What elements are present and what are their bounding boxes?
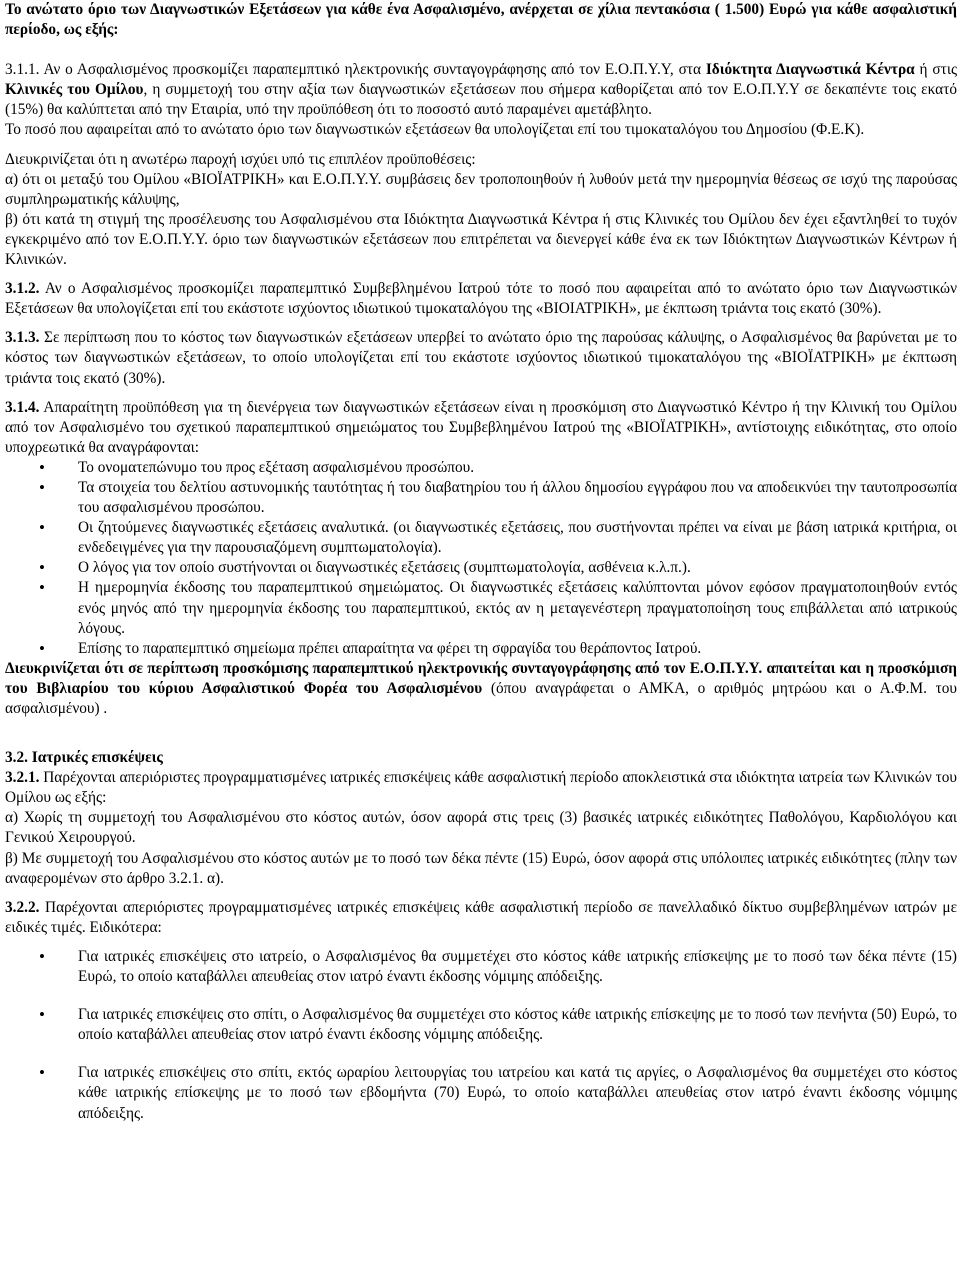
- bold-text: Διευκρινίζεται ότι σε περίπτωση προσκόμισης παραπεμπτικού ηλεκτρονικής συνταγογράφησης από τον Ε.Ο.Π.Υ.Υ. απαιτείται και η προσκόμιση του Βιβλιαρίου του κύριου Ασφαλιστικού Φορέα του Ασφαλισμένου: [5, 659, 957, 697]
- section-number: 3.1.2.: [5, 280, 40, 298]
- bold-text: Ιδιόκτητα Διαγνωστικά Κέντρα: [705, 61, 915, 79]
- spacer: [5, 938, 957, 947]
- list-item: • Το ονοματεπώνυμο του προς εξέταση ασφαλισμένου προσώπου.: [5, 458, 957, 478]
- list-item: • Για ιατρικές επισκέψεις στο σπίτι, ο Ασφαλισμένος θα συμμετέχει στο κόστος κάθε ιατρικής επίσκεψης με το ποσό των πενήντα (50) Ευρώ, το οποίο καταβάλλει απευθείας στον ιατρό έναντι έκδοσης νόμιμης απόδειξης.: [5, 1005, 957, 1045]
- section-3-2-2: [5, 898, 957, 938]
- list-item: • Για ιατρικές επισκέψεις στο σπίτι, εκτός ωραρίου λειτουργίας του ιατρείου και κατά τις αργίες, ο Ασφαλισμένος θα συμμετέχει στο κόστος κάθε ιατρικής επίσκεψης με το ποσό των εβδομήντα (70) Ευρώ, το οποίο καταβάλλει απευθείας στον ιατρό έναντι έκδοσης νόμιμης απόδειξης.: [5, 1063, 957, 1123]
- bold-text: Κλινικές του Ομίλου: [5, 81, 144, 99]
- paragraph: α) Χωρίς τη συμμετοχή του Ασφαλισμένου στο κόστος αυτών, όσον αφορά στις τρεις (3) βασικές ιατρικές ειδικότητες Παθολόγου, Καρδιολόγου και Γενικού Χειρουργού.: [5, 809, 957, 847]
- paragraph: β) Με συμμετοχή του Ασφαλισμένου στο κόστος αυτών με το ποσό των δέκα πέντε (15) Ευρώ, όσον αφορά στις υπόλοιπες ιατρικές ειδικότητες (πλην των αναφερομένων στο άρθρο 3.2.1. α).: [5, 849, 957, 887]
- list-item: • Ο λόγος για τον οποίο συστήνονται οι διαγνωστικές εξετάσεις (συμπτωματολογία, ασθένεια κ.λ.π.).: [5, 558, 957, 578]
- section-number: 3.1.4.: [5, 398, 40, 416]
- spacer: [5, 889, 957, 898]
- spacer: [5, 141, 957, 150]
- intro-paragraph: Το ανώτατο όριο των Διαγνωστικών Εξετάσεων για κάθε ένα Ασφαλισμένο, ανέρχεται σε χίλια πεντακόσια ( 1.500) Ευρώ για κάθε ασφαλιστική περίοδο, ως εξής:: [5, 1, 957, 39]
- text: 3.1.1. Αν ο Ασφαλισμένος προσκομίζει παραπεμπτικό ηλεκτρονικής συνταγογράφησης από τον Ε.Ο.Π.Υ.Υ, στα: [5, 61, 706, 79]
- section-3-1-2: [5, 279, 957, 319]
- paragraph: α) ότι οι μεταξύ του Ομίλου «ΒΙΟΪΑΤΡΙΚΗ» και Ε.Ο.Π.Υ.Υ. συμβάσεις δεν τροποποιηθούν ή λυθούν μετά την ημερομηνία θέσεως σε ισχύ της παρούσας συμπληρωματικής κάλυψης,: [5, 170, 957, 208]
- spacer: [5, 389, 957, 398]
- section-3-1-4: [5, 398, 957, 458]
- section-3-2-1: [5, 768, 957, 808]
- spacer: [5, 319, 957, 328]
- text: Παρέχονται απεριόριστες προγραμματισμένες ιατρικές επισκέψεις κάθε ασφαλιστική περίοδο αποκλειστικά στα ιδιόκτητα ιατρεία των Κλινικών του Ομίλου ως εξής:: [5, 769, 957, 807]
- text: , η συμμετοχή του στην αξία των διαγνωστικών εξετάσεων που σήμερα καθορίζεται από τον Ε.Ο.Π.Υ.Υ σε δεκαπέντε τοις εκατό (15%) θα καλύπτεται από την Εταιρία, υπό την προϋπόθεση ότι το ποσοστό αυτό παραμένει αμετάβλητο.: [5, 81, 957, 119]
- text: Απαραίτητη προϋπόθεση για τη διενέργεια των διαγνωστικών εξετάσεων είναι η προσκόμιση στο Διαγνωστικό Κέντρο ή την Κλινική του Ομίλου από τον Ασφαλισμένο του σχετικού παραπεμπτικού σημειώματος του Συμβεβλημένου Ιατρού της «ΒΙΟΪΑΤΡΙΚΗ», αντίστοιχης ειδικότητας, στο οποίο υποχρεωτικά θα αναγράφονται:: [5, 398, 957, 456]
- text: Παρέχονται απεριόριστες προγραμματισμένες ιατρικές επισκέψεις κάθε ασφαλιστική περίοδο σε πανελλαδικό δίκτυο συμβεβλημένων ιατρών με ειδικές τιμές. Ειδικότερα:: [5, 898, 957, 936]
- paragraph: β) ότι κατά τη στιγμή της προσέλευσης του Ασφαλισμένου στα Ιδιόκτητα Διαγνωστικά Κέντρα ή στις Κλινικές του Ομίλου δεν έχει εξαντληθεί το τυχόν εγκεκριμένο από τον Ε.Ο.Π.Υ.Υ. όριο των διαγνωστικών εξετάσεων που επιτρέπεται να διενεργεί κάθε ένα εκ των Ιδιόκτητων Διαγνωστικών Κέντρων ή Κλινικών.: [5, 210, 957, 269]
- list-item: • Τα στοιχεία του δελτίου αστυνομικής ταυτότητας ή του διαβατηρίου του ή άλλου δημοσίου εγγράφου που να αποδεικνύει την ταυτοπροσωπία του ασφαλισμένου προσώπου.: [5, 478, 957, 518]
- paragraph: Το ποσό που αφαιρείται από το ανώτατο όριο των διαγνωστικών εξετάσεων θα υπολογίζεται επί του τιμοκαταλόγου του Δημοσίου (Φ.Ε.Κ).: [5, 121, 865, 139]
- section-heading-3-2: 3.2. Ιατρικές επισκέψεις: [5, 749, 163, 767]
- section-number: 3.1.3.: [5, 329, 40, 347]
- section-number: 3.2.1.: [5, 769, 40, 787]
- text: Αν ο Ασφαλισμένος προσκομίζει παραπεμπτικό Συμβεβλημένου Ιατρού τότε το ποσό που αφαιρείται από το ανώτατο όριο των Διαγνωστικών Εξετάσεων θα υπολογίζεται επί του εκάστοτε ισχύοντος ιδιωτικού τιμοκαταλόγου της «ΒΙΟΙΑΤΡΙΚΗ», με έκπτωση τριάντα τοις εκατό (30%).: [5, 280, 957, 318]
- spacer: [5, 40, 957, 60]
- paragraph: Διευκρινίζεται ότι η ανωτέρω παροχή ισχύει υπό τις επιπλέον προϋποθέσεις:: [5, 150, 476, 168]
- list-item: • Επίσης το παραπεμπτικό σημείωμα πρέπει απαραίτητα να φέρει τη σφραγίδα του θεράποντος Ιατρού.: [5, 639, 957, 659]
- section-3-1-1: [5, 60, 957, 120]
- visits-list: [5, 947, 957, 1124]
- text: Σε περίπτωση που το κόστος των διαγνωστικών εξετάσεων υπερβεί το ανώτατο όριο της παρούσας κάλυψης, ο Ασφαλισμένος θα βαρύνεται με το κόστος των διαγνωστικών εξετάσεων, το οποίο υπολογίζεται επί του εκάστοτε ισχύοντος ιδιωτικού τιμοκαταλόγου της «ΒΙΟΪΑΤΡΙΚΗ» με έκπτωση τριάντα τοις εκατό (30%).: [5, 329, 957, 387]
- requirements-list: [5, 458, 957, 659]
- section-3-1-3: [5, 328, 957, 388]
- text: ή στις: [914, 61, 957, 79]
- list-item: • Για ιατρικές επισκέψεις στο ιατρείο, ο Ασφαλισμένος θα συμμετέχει στο κόστος κάθε ιατρικής επίσκεψης με το ποσό των δέκα πέντε (15) Ευρώ, το οποίο καταβάλλει απευθείας στον ιατρό έναντι έκδοσης νόμιμης απόδειξης.: [5, 947, 957, 987]
- list-item: • Οι ζητούμενες διαγνωστικές εξετάσεις αναλυτικά. (οι διαγνωστικές εξετάσεις, που συστήνονται πρέπει να είναι με βάση ιατρικά κριτήρια, οι ενδεδειγμένες για την παρουσιαζόμενη συμπτωματολογία).: [5, 518, 957, 558]
- spacer: [5, 719, 957, 739]
- text: (όπου αναγράφεται ο ΑΜΚΑ, ο αριθμός μητρώου και ο Α.Φ.Μ. του ασφαλισμένου) .: [5, 679, 957, 717]
- list-item: • Η ημερομηνία έκδοσης του παραπεμπτικού σημειώματος. Οι διαγνωστικές εξετάσεις καλύπτονται μόνον εφόσον πραγματοποιηθούν εντός ενός μηνός από την ημερομηνία έκδοσης του παραπεμπτικού, εκτός αν η μεταγενέστερη πραγματοποίηση τους επιβάλλεται από ιατρικούς λόγους.: [5, 578, 957, 638]
- clarification-paragraph: [5, 659, 957, 719]
- spacer: [5, 270, 957, 279]
- spacer: [5, 739, 957, 748]
- section-number: 3.2.2.: [5, 898, 40, 916]
